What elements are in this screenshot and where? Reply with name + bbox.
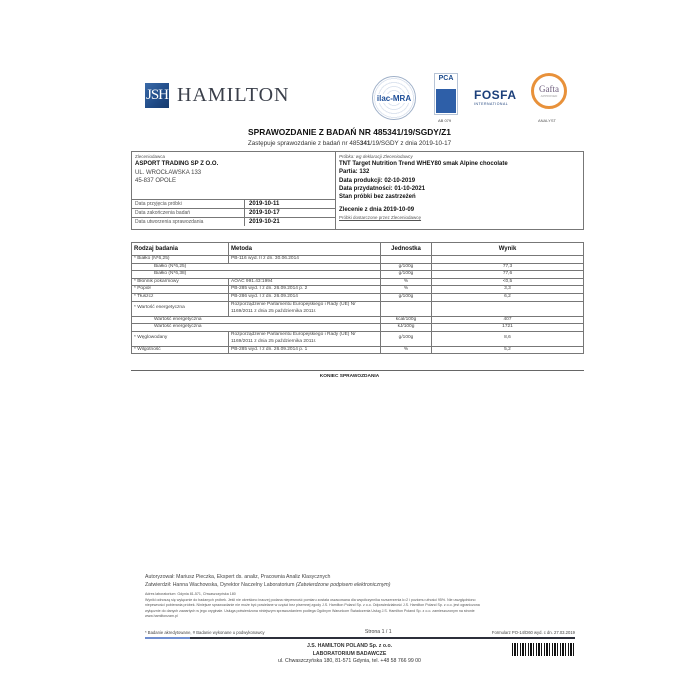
signatures	[145, 573, 390, 589]
gafta-logo-icon	[531, 73, 567, 109]
page-number: Strona 1 / 1	[364, 629, 392, 635]
test-result: 1721	[432, 324, 584, 332]
footer-legend: * Badanie akredytowane, # Badanie wykonane u podwykonawcy	[145, 629, 265, 635]
end-of-report: KONIEC SPRAWOZDANIA	[319, 374, 380, 379]
header-test: Rodzaj badania	[132, 243, 229, 256]
test-method: AOAC 991.43:1994	[229, 278, 381, 286]
sample-expiry-date: Data przydatności: 01-10-2021	[339, 185, 426, 192]
order-date: Zlecenie z dnia 2019-10-09	[339, 207, 415, 214]
report-title: SPRAWOZDANIE Z BADAŃ NR 485341/19/SGDY/Z1	[248, 127, 451, 137]
jsh-logo-icon: JSH	[145, 83, 169, 108]
test-name: Wartość energetyczna	[132, 316, 381, 324]
test-result: <0,5	[432, 278, 584, 286]
hamilton-logo	[145, 83, 289, 108]
pca-code: AB 079	[438, 118, 452, 123]
sample-product: TNT Target Nutrition Trend WHEY80 smak Alpine chocolate	[339, 161, 508, 167]
end-divider	[131, 370, 584, 371]
test-name: Białko (N*6,38)	[132, 271, 381, 279]
test-result: 8,6	[432, 331, 584, 346]
fosfa-sub-label: INTERNATIONAL	[474, 102, 509, 106]
sample-section	[339, 154, 583, 221]
test-unit	[381, 256, 432, 264]
result-row	[132, 324, 584, 332]
client-label: Zleceniodawca	[135, 154, 166, 159]
test-unit: g/100g	[381, 331, 432, 346]
approved-label: Zatwierdził:	[145, 582, 172, 588]
test-result: 6,2	[432, 293, 584, 301]
test-unit: %	[381, 278, 432, 286]
test-method: PB-285 wyd. I z dn. 26.09.2014 p. 1	[229, 346, 381, 354]
date-value: 2019-10-17	[249, 210, 280, 216]
test-unit: %	[381, 346, 432, 354]
sample-condition: Stan próbki bez zastrzeżeń	[339, 194, 416, 201]
result-row	[132, 263, 584, 271]
date-row	[132, 217, 335, 226]
sample-label: Próbka: wg deklaracji Zleceniodawcy	[339, 154, 413, 159]
test-result	[432, 256, 584, 264]
subtitle-prefix: Zastępuje sprawozdanie z badań nr 485	[247, 140, 360, 147]
header-unit: Jednostka	[381, 243, 432, 256]
note-line: Wyniki odnoszą się wyłącznie do badanych próbek. Jeśli nie określono inaczej podana niepewność pomiaru została oszacowana dla współczynnika rozszerzenia k=2 i poziomu ufności 95%. Nie uwzględniono	[145, 597, 476, 602]
ilac-mra-logo-icon	[372, 76, 416, 120]
test-result: 77,3	[432, 263, 584, 271]
date-label: Data zakończenia badań	[132, 209, 245, 217]
date-label: Data przyjęcia próbki	[132, 200, 245, 208]
test-result: 5,2	[432, 346, 584, 354]
footer-lab-name: LABORATORIUM BADAWCZE	[312, 650, 387, 657]
test-name: * Wartość energetyczna	[132, 301, 229, 316]
test-name: * Wilgotność	[132, 346, 229, 354]
pca-logo-icon	[434, 73, 458, 115]
subtitle-suffix: /19/SGDY z dnia 2019-10-17	[370, 140, 452, 147]
report-info-box	[131, 151, 584, 230]
test-method: PB-286 wyd. I z dn. 26.09.2014	[229, 293, 381, 301]
fosfa-logo-icon: FOSFA	[474, 88, 517, 102]
gafta-sub-label: ANALYST	[538, 118, 556, 123]
result-row	[132, 271, 584, 279]
results-header-row	[132, 243, 584, 256]
footer-company	[0, 643, 699, 666]
lab-address: Adres laboratorium: Gdynia 81-571, Chwaszczyńska 180	[145, 592, 236, 596]
test-result: 407	[432, 316, 584, 324]
sample-production-date: Data produkcji: 02-10-2019	[339, 177, 416, 184]
ilac-label: ilac-MRA	[376, 93, 412, 103]
approved-note: (Zatwierdzone podpisem elektronicznym)	[295, 582, 391, 588]
pca-label: PCA	[438, 75, 454, 82]
client-address-line2: 45-837 OPOLE	[135, 178, 177, 184]
note-line: wyłącznie do danych zawartych w jego oryginale. Usługa potwierdzona niniejszym sprawozdaniem podlega Ogólnym Warunkom Świadczenia Usług J.S. Hamilton Poland Sp. z o.o. zamieszczonym na stronie	[145, 608, 475, 613]
accreditation-logos	[368, 70, 568, 126]
gafta-inner-label: APPROVED	[540, 94, 558, 98]
pca-badge	[436, 89, 456, 113]
client-name: ASPORT TRADING SP Z O.O.	[135, 161, 219, 167]
results-body	[132, 256, 584, 354]
test-name: * Popiół	[132, 286, 229, 294]
result-row	[132, 346, 584, 354]
test-method: PB-285 wyd. I z dn. 26.09.2014 p. 2	[229, 286, 381, 294]
test-unit: %	[381, 286, 432, 294]
footer-row	[145, 629, 575, 635]
approved-value: Hanna Wachowska, Dyrektor Naczelny Laboratorium	[172, 582, 295, 588]
test-unit: kJ/100g	[381, 324, 432, 332]
date-label: Data utworzenia sprawozdania	[132, 218, 245, 226]
test-method: PB-116 wyd. II z dn. 30.06.2014	[229, 256, 381, 264]
result-row	[132, 301, 584, 316]
date-row	[132, 199, 335, 208]
footer-bar-accent	[145, 637, 190, 639]
header-method: Metoda	[229, 243, 381, 256]
test-result: 3,3	[432, 286, 584, 294]
client-address-line1: UL. WROCŁAWSKA 133	[135, 169, 202, 176]
footer-address: ul. Chwaszczyńska 180, 81-571 Gdynia, tel. +48 58 766 99 00	[278, 658, 421, 664]
test-name: Białko (N*6,25)	[132, 263, 381, 271]
date-value: 2019-10-11	[249, 201, 280, 207]
company-wordmark: HAMILTON	[177, 84, 290, 106]
approved-line	[145, 581, 390, 589]
authorized-line	[145, 573, 390, 581]
result-row	[132, 256, 584, 264]
result-row	[132, 293, 584, 301]
test-name: * Białko (N*6,25)	[132, 256, 229, 264]
sample-delivery-note: Próbki dostarczone przez Zleceniodawcę	[339, 214, 422, 220]
sample-batch: Partia: 132	[339, 169, 370, 176]
results-table	[131, 242, 584, 354]
test-name: * Błonnik pokarmowy	[132, 278, 229, 286]
report-subtitle	[0, 140, 699, 147]
form-code: Formularz PO-14/D60 wyd. c dn. 27.03.2019	[491, 629, 575, 635]
date-value: 2019-10-21	[249, 219, 280, 225]
legal-notes	[145, 592, 575, 620]
test-unit	[381, 301, 432, 316]
result-row	[132, 278, 584, 286]
footer-company-name: J.S. HAMILTON POLAND Sp. z o.o.	[306, 643, 393, 649]
website-link[interactable]: www.hamiltonzam.pl	[145, 614, 178, 619]
test-unit: g/100g	[381, 263, 432, 271]
test-method: Rozporządzenie Parlamentu Europejskiego i Rady (UE) Nr 1169/2011 z dnia 25 października 2011r.	[229, 301, 381, 316]
test-unit: g/100g	[381, 271, 432, 279]
note-line: niepewności pobierania próbek. Niniejsze sprawozdanie nie może być powielane w części bez pisemnej zgody J.S. Hamilton Poland Sp. z o.o. Odpowiedzialność J.S. Hamilton Poland Sp. z o.o. jest ograniczona	[145, 603, 480, 608]
barcode-icon	[512, 643, 575, 656]
client-section	[135, 154, 333, 186]
info-divider	[335, 152, 336, 229]
gafta-label: Gafta	[539, 84, 559, 94]
test-method: Rozporządzenie Parlamentu Europejskiego i Rady (UE) Nr 1169/2011 z dnia 25 października 2011r.	[229, 331, 381, 346]
header-result: Wynik	[432, 243, 584, 256]
test-unit: kcal/100g	[381, 316, 432, 324]
subtitle-bold: 341	[359, 140, 371, 147]
dates-table	[132, 199, 335, 226]
result-row	[132, 331, 584, 346]
test-result	[432, 301, 584, 316]
date-row	[132, 208, 335, 217]
test-name: * Węglowodany	[132, 331, 229, 346]
test-name: Wartość energetyczna	[132, 324, 381, 332]
authorized-label: Autoryzował:	[145, 574, 175, 580]
test-name: * Tłuszcz	[132, 293, 229, 301]
footer-bar	[145, 637, 575, 639]
result-row	[132, 316, 584, 324]
result-row	[132, 286, 584, 294]
test-unit: g/100g	[381, 293, 432, 301]
test-result: 77,6	[432, 271, 584, 279]
authorized-value: Mariusz Pieczka, Ekspert ds. analiz, Pracownia Analiz Klasycznych	[176, 574, 331, 580]
